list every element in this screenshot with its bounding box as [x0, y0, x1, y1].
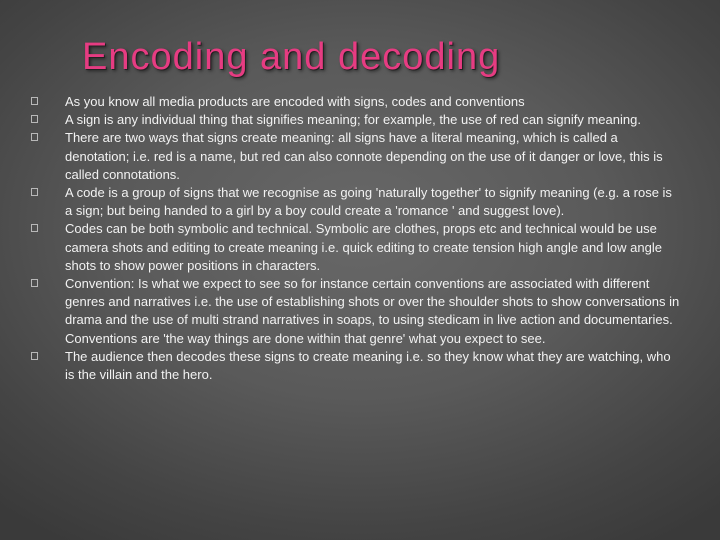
square-bullet-icon: [31, 352, 38, 360]
square-bullet-icon: [31, 115, 38, 123]
square-bullet-icon: [31, 279, 38, 287]
bullet-list: [65, 93, 680, 384]
bullet-item: [65, 348, 680, 384]
bullet-item: [65, 129, 680, 184]
bullet-text: Codes can be both symbolic and technical. Symbolic are clothes, props etc and technical would be use camera shots and editing to create meaning i.e. quick editing to create tension high angle and low angle shots to show power positions in characters.: [65, 221, 662, 273]
square-bullet-icon: [31, 133, 38, 141]
bullet-text: As you know all media products are encoded with signs, codes and conventions: [65, 94, 525, 109]
bullet-text: The audience then decodes these signs to create meaning i.e. so they know what they are watching, who is the villain and the hero.: [65, 348, 671, 383]
square-bullet-icon: [31, 97, 38, 105]
bullet-item: [65, 220, 680, 275]
square-bullet-icon: [31, 224, 38, 232]
bullet-item: [65, 111, 680, 129]
bullet-text: A sign is any individual thing that signifies meaning; for example, the use of red can signify meaning.: [65, 112, 641, 128]
bullet-text: There are two ways that signs create meaning: all signs have a literal meaning, which is called a denotation; i.e. red is a name, but red can also connote depending on the use of it danger or love, this is called connotations.: [65, 130, 663, 182]
bullet-item: [65, 184, 680, 220]
bullet-text: Convention: Is what we expect to see so for instance certain conventions are associated with different genres and narratives i.e. the use of establishing shots or over the shoulder shots to show conversations in drama and the use of multi strand narratives in soaps, to using stedicam in live action and documentaries. Conventions are 'the way things are done within that genre' what you expect to see.: [65, 276, 680, 346]
slide-title: Encoding and decoding: [82, 36, 501, 78]
bullet-text: A code is a group of signs that we recognise as going 'naturally together' to signify meaning (e.g. a rose is a sign; but being handed to a girl by a boy could create a 'romance ' and suggest love).: [65, 185, 672, 219]
bullet-item: [65, 93, 680, 111]
square-bullet-icon: [31, 188, 38, 196]
bullet-item: [65, 275, 680, 348]
